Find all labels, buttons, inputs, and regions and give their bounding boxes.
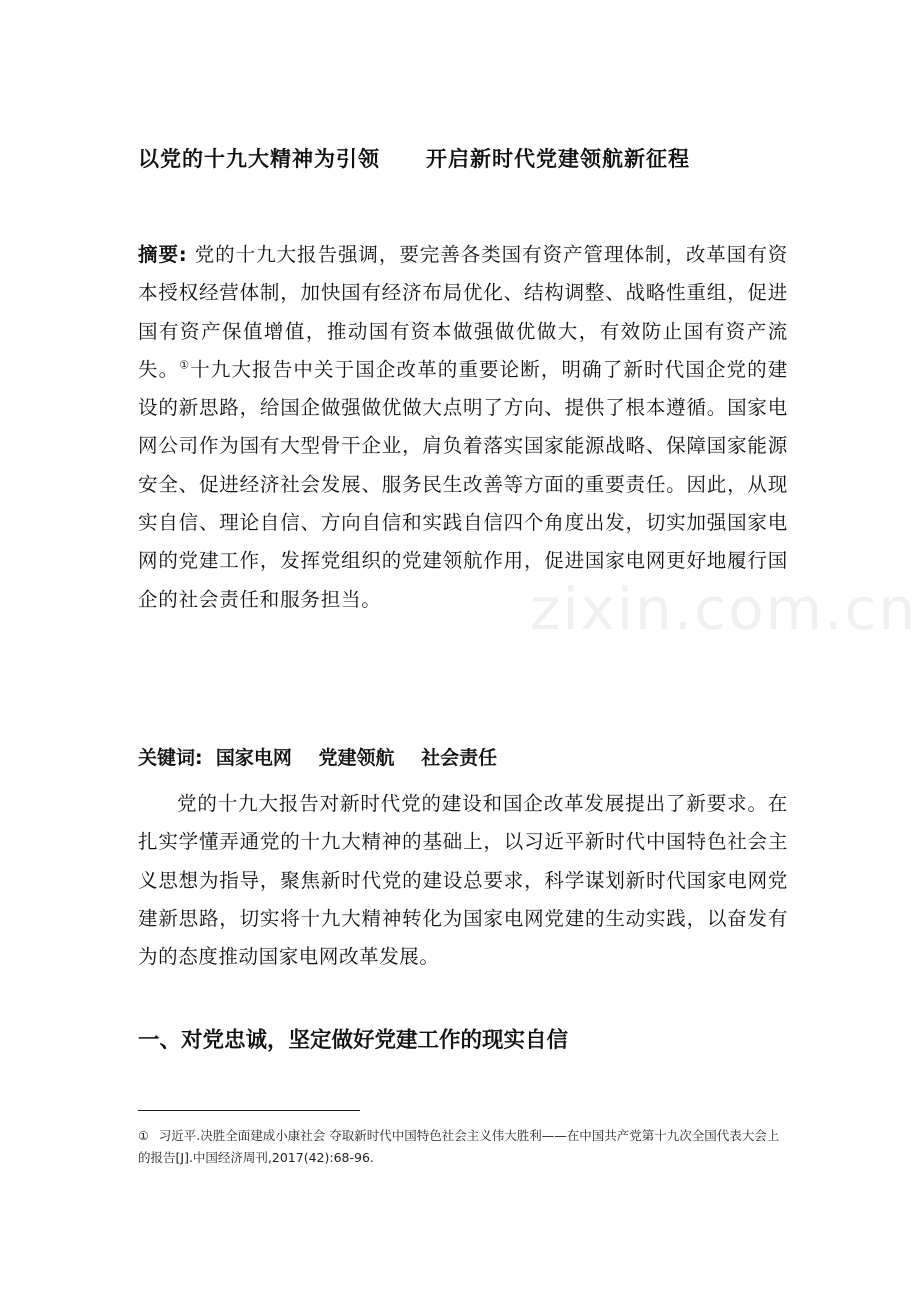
- keywords-line: [138, 743, 788, 770]
- title-part-1: 以党的十九大精神为引领: [138, 147, 380, 171]
- footnote: [138, 1125, 788, 1169]
- abstract-text-2: 十九大报告中关于国企改革的重要论断，明确了新时代国企党的建设的新思路，给国企做强做优做大点明了方向、提供了根本遵循。国家电网公司作为国有大型骨干企业，肩负着落实国家能源战略、保障国家能源安全、促进经济社会发展、服务民生改善等方面的重要责任。因此，从现实自信、理论自信、方向自信和实践自信四个角度出发，切实加强国家电网的党建工作，发挥党组织的党建领航作用，促进国家电网更好地履行国企的社会责任和服务担当。: [138, 357, 788, 611]
- keywords-label: 关键词:: [138, 747, 203, 769]
- abstract-label: 摘要:: [138, 243, 188, 266]
- document-title: [138, 143, 838, 173]
- title-part-2: 开启新时代党建领航新征程: [426, 147, 690, 171]
- footnote-mark: ①: [138, 1129, 149, 1143]
- section-heading: 一、对党忠诚，坚定做好党建工作的现实自信: [138, 1028, 569, 1053]
- abstract-paragraph: [138, 236, 788, 619]
- keyword-item: 党建领航: [318, 747, 395, 769]
- watermark: zixin.com.cn: [530, 575, 918, 643]
- keyword-item: 社会责任: [421, 747, 498, 769]
- footnote-reference[interactable]: ①: [179, 358, 191, 372]
- footnote-separator: [138, 1110, 360, 1111]
- keyword-item: 国家电网: [215, 747, 292, 769]
- body-paragraph: 党的十九大报告对新时代党的建设和国企改革发展提出了新要求。在扎实学懂弄通党的十九大精神的基础上，以习近平新时代中国特色社会主义思想为指导，聚焦新时代党的建设总要求，科学谋划新时代国家电网党建新思路，切实将十九大精神转化为国家电网党建的生动实践，以奋发有为的态度推动国家电网改革发展。: [138, 792, 788, 969]
- footnote-text: 习近平.决胜全面建成小康社会 夺取新时代中国特色社会主义伟大胜利——在中国共产党第十九次全国代表大会上的报告[J].中国经济周刊,2017(42):68-96.: [138, 1128, 780, 1165]
- abstract-text-1: 党的十九大报告强调，要完善各类国有资产管理体制，改革国有资本授权经营体制，加快国有经济布局优化、结构调整、战略性重组，促进国有资产保值增值，推动国有资本做强做优做大，有效防止国有资产流失。: [138, 243, 788, 381]
